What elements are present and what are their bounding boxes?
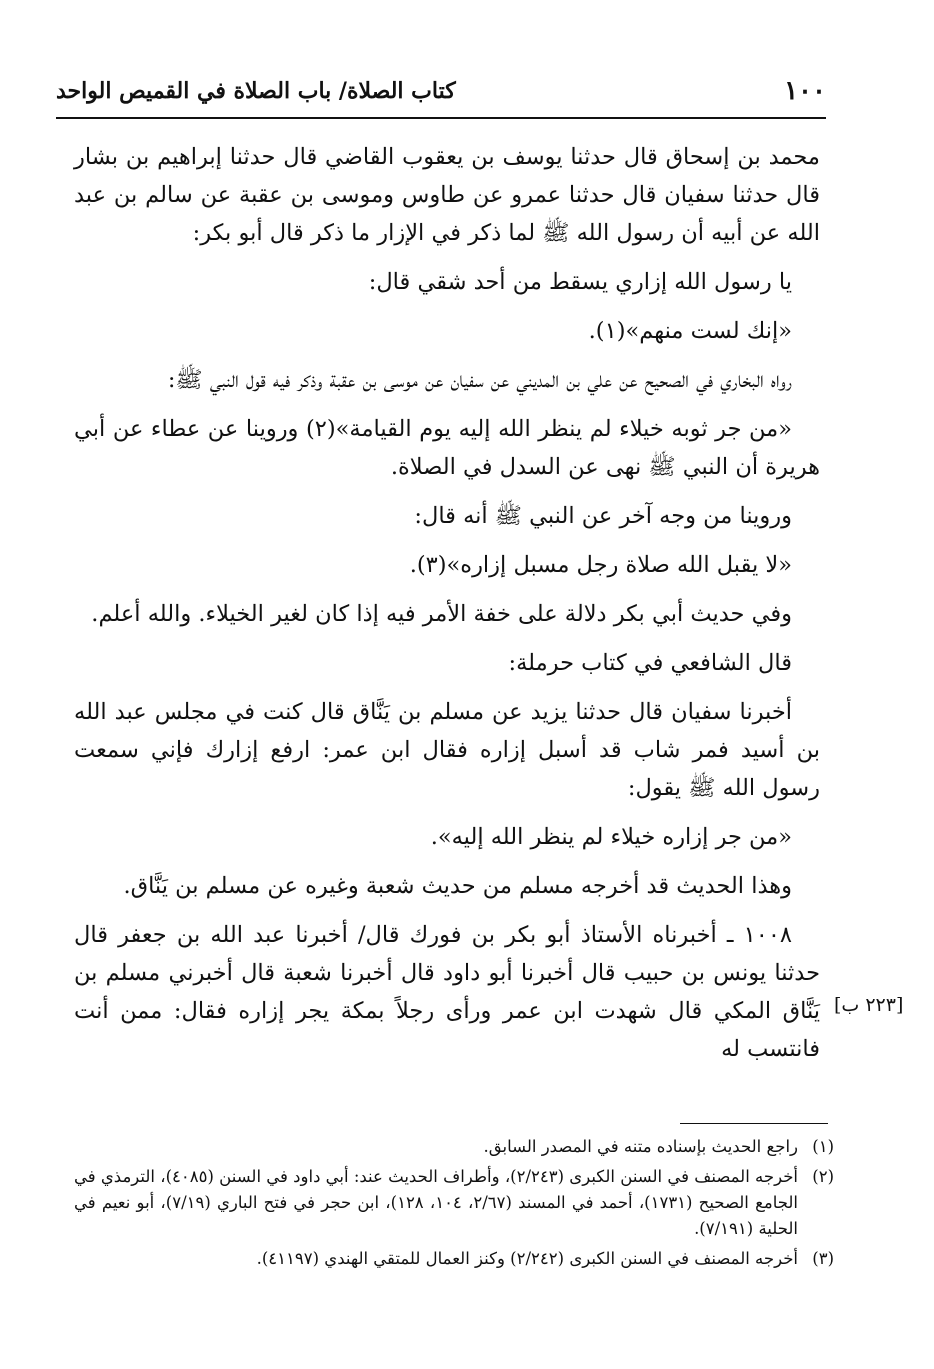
footnote-number: (٣) [812, 1249, 834, 1268]
paragraph: «لا يقبل الله صلاة رجل مسبل إزاره»(٣). [409, 552, 792, 578]
paragraph: يا رسول الله إزاري يسقط من أحد شقي قال: [368, 269, 792, 295]
manuscript-folio-marker: [٢٢٣ ب] [834, 994, 904, 1016]
footnote-text: أخرجه المصنف في السنن الكبرى (٢/٢٤٢) وكنز العمال للمتقي الهندي (٤١١٩٧). [256, 1249, 798, 1268]
footnote [74, 1246, 834, 1272]
paragraph: وفي حديث أبي بكر دلالة على خفة الأمر فيه إذا كان لغير الخيلاء. والله أعلم. [91, 601, 792, 627]
footnote-number: (١) [812, 1137, 834, 1156]
paragraph: «من جر إزاره خيلاء لم ينظر الله إليه». [430, 824, 792, 850]
footnote-divider [680, 1123, 828, 1124]
header-divider [56, 117, 826, 119]
running-title: كتاب الصلاة/ باب الصلاة في القميص الواحد [56, 78, 456, 104]
page-header [56, 70, 826, 114]
main-text [74, 138, 820, 1079]
page-number: ١٠٠ [784, 76, 826, 106]
hadith-entry-1008: ١٠٠٨ ـ أخبرناه الأستاذ أبو بكر بن فورك قال/ أخبرنا عبد الله بن جعفر قال حدثنا يونس بن حبيب قال أخبرنا أبو داود قال أخبرنا شعبة قال أخبرني مسلم بن يَنَّاق المكي قال شهدت ابن عمر ورأى رجلاً بمكة يجر إزاره فقال: ممن أنت فانتسب له [74, 922, 820, 1062]
paragraph: أخبرنا سفيان قال حدثنا يزيد عن مسلم بن يَنَّاق قال كنت في مجلس عبد الله بن أسيد فمر شاب قد أسبل إزاره فقال ابن عمر: ارفع إزارك فإني سمعت رسول الله ﷺ يقول: [74, 699, 820, 801]
paragraph: وروينا من وجه آخر عن النبي ﷺ أنه قال: [414, 503, 792, 529]
footnote [74, 1134, 834, 1160]
footnote [74, 1164, 834, 1242]
paragraph: «من جر ثوبه خيلاء لم ينظر الله إليه يوم القيامة»(٢) وروينا عن عطاء عن أبي هريرة أن النبي ﷺ نهى عن السدل في الصلاة. [74, 416, 820, 480]
paragraph: رواه البخاري في الصحيح عن علي بن المديني عن سفيان عن موسى بن عقبة وذكر فيه قول النبي ﷺ: [167, 367, 792, 393]
footnote-number: (٢) [812, 1167, 834, 1186]
footnotes [74, 1134, 834, 1276]
footnote-text: راجع الحديث بإسناده متنه في المصدر السابق. [483, 1137, 798, 1156]
paragraph: قال الشافعي في كتاب حرملة: [508, 650, 792, 676]
paragraph: محمد بن إسحاق قال حدثنا يوسف بن يعقوب القاضي قال حدثنا إبراهيم بن بشار قال حدثنا سفيان قال حدثنا عمرو عن طاوس وموسى بن عقبة عن سالم بن عبد الله عن أبيه أن رسول الله ﷺ لما ذكر في الإزار ما ذكر قال أبو بكر: [74, 144, 820, 246]
paragraph: «إنك لست منهم»(١). [588, 318, 792, 344]
footnote-text: أخرجه المصنف في السنن الكبرى (٢/٢٤٣)، وأطراف الحديث عند: أبي داود في السنن (٤٠٨٥)، الترمذي في الجامع الصحيح (١٧٣١)، أحمد في المسند (٢/٦٧، ١٠٤، ١٢٨)، ابن حجر في فتح الباري (٧/١٩)، أبو نعيم في الحلية (٧/١٩١). [74, 1167, 798, 1238]
paragraph: وهذا الحديث قد أخرجه مسلم من حديث شعبة وغيره عن مسلم بن يَنَّاق. [123, 873, 792, 899]
